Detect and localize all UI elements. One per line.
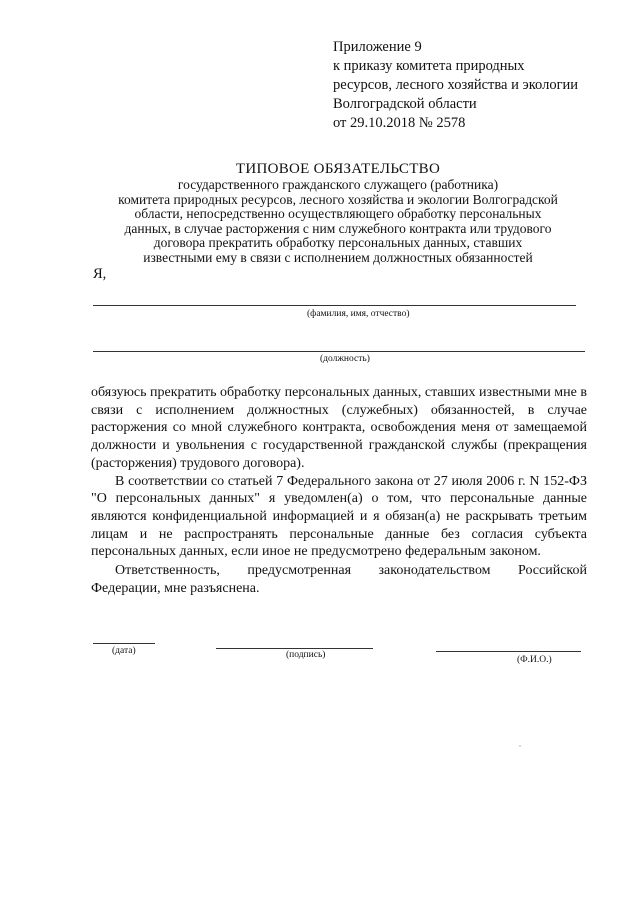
appendix-number: Приложение 9 <box>333 39 422 55</box>
date-caption: (дата) <box>112 646 136 656</box>
document-heading <box>86 160 590 266</box>
responsibility-paragraph: Ответственность, предусмотренная законодательством Российской Федерации, мне разъяснена. <box>91 563 587 596</box>
subtitle-line: договора прекратить обработку персональных данных, ставших <box>153 235 523 251</box>
appendix-line: Волгоградской области <box>333 96 477 112</box>
document-title: ТИПОВОЕ ОБЯЗАТЕЛЬСТВО <box>235 161 441 177</box>
obligation-paragraph: обязуюсь прекратить обработку персональных данных, ставших известными мне в связи с исполнением должностных (служебных) обязанностей, в случае расторжения со мной служебного контракта, освобождения меня от замещаемой должности и увольнения с государственной гражданской службы (прекращения (расторжения) трудового договора). <box>91 385 587 471</box>
name-fill-line <box>93 305 576 306</box>
scan-speck <box>519 745 521 747</box>
pronoun-label: Я, <box>93 266 107 282</box>
position-fill-line <box>93 351 585 352</box>
subtitle-line: данных, в случае расторжения с ним служебного контракта или трудового <box>124 220 552 236</box>
obligation-body <box>91 384 587 597</box>
name-caption: (фамилия, имя, отчество) <box>307 309 410 319</box>
subtitle-line: комитета природных ресурсов, лесного хозяйства и экологии Волгоградской <box>118 191 558 207</box>
signature-caption: (подпись) <box>286 650 326 660</box>
appendix-line: к приказу комитета природных <box>333 58 525 74</box>
subtitle-line: государственного гражданского служащего (работника) <box>177 177 499 192</box>
appendix-line: ресурсов, лесного хозяйства и экологии <box>333 77 579 93</box>
fio-caption: (Ф.И.О.) <box>517 655 552 665</box>
appendix-order-date: от 29.10.2018 № 2578 <box>333 115 466 131</box>
subtitle-line: области, непосредственно осуществляющего обработку персональных <box>134 206 542 222</box>
position-caption: (должность) <box>320 354 370 364</box>
signature-fill-line <box>216 648 373 649</box>
appendix-header <box>333 38 578 133</box>
date-fill-line <box>93 643 155 644</box>
fio-fill-line <box>436 651 581 652</box>
subtitle-line: известными ему в связи с исполнением должностных обязанностей <box>143 249 533 265</box>
notification-paragraph: В соответствии со статьей 7 Федерального закона от 27 июля 2006 г. N 152-ФЗ "О персональных данных" я уведомлен(а) о том, что персональные данные являются конфиденциальной информацией и я обязан(а) не раскрывать третьим лицам и не распространять персональные данные без согласия субъекта персональных данных, если иное не предусмотрено федеральным законом. <box>91 473 587 560</box>
